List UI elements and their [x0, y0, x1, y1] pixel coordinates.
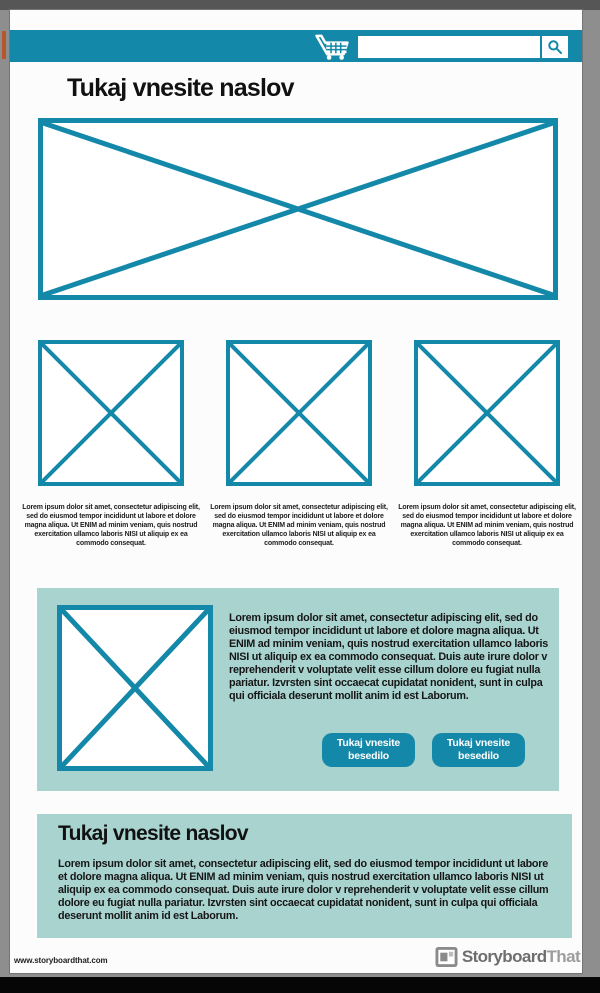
- card-caption-1: Lorem ipsum dolor sit amet, consectetur adipiscing elit, sed do eiusmod tempor incididunt ut labore et dolore magna aliqua. Ut ENIM ad minim veniam, quis nostrud exercitation ullamco laboris NISI ut aliquip ex ea commodo consequat.: [22, 504, 200, 547]
- card-image-placeholder-2[interactable]: [226, 340, 372, 486]
- shopping-cart-icon[interactable]: [313, 33, 351, 60]
- search-input[interactable]: [358, 36, 540, 58]
- bottom-section-title: Tukaj vnesite naslov: [58, 822, 248, 845]
- window-bottom-bar: [0, 977, 600, 993]
- storyboardthat-logo: [435, 946, 580, 968]
- window-top-band: [0, 0, 600, 10]
- bottom-section: [37, 814, 572, 938]
- cta-button-1[interactable]: Tukaj vnesite besedilo: [322, 733, 415, 767]
- hero-image-placeholder[interactable]: [38, 118, 558, 300]
- storyboard-frame-icon: [435, 946, 458, 968]
- logo-text-that: That: [546, 947, 580, 966]
- nav-bar: [10, 30, 582, 62]
- card-caption-3: Lorem ipsum dolor sit amet, consectetur adipiscing elit, sed do eiusmod tempor incididunt ut labore et dolore magna aliqua. Ut ENIM ad minim veniam, quis nostrud exercitation ullamco laboris NISI ut aliquip ex ea commodo consequat.: [398, 504, 576, 547]
- card-image-placeholder-3[interactable]: [414, 340, 560, 486]
- card-caption-2: Lorem ipsum dolor sit amet, consectetur adipiscing elit, sed do eiusmod tempor incididunt ut labore et dolore magna aliqua. Ut ENIM ad minim veniam, quis nostrud exercitation ullamco laboris NISI ut aliquip ex ea commodo consequat.: [210, 504, 388, 547]
- cta-button-2[interactable]: Tukaj vnesite besedilo: [432, 733, 525, 767]
- logo-text-storyboard: Storyboard: [461, 947, 547, 966]
- edge-artifact: [2, 31, 6, 59]
- search-button[interactable]: [540, 36, 568, 58]
- feature-section: [37, 588, 559, 791]
- card-image-placeholder-1[interactable]: [38, 340, 184, 486]
- bottom-section-paragraph: Lorem ipsum dolor sit amet, consectetur adipiscing elit, sed do eiusmod tempor incididunt ut labore et dolore magna aliqua. Ut ENIM ad minim veniam, quis nostrud exercitation ullamco laboris NISI ut aliquip ex ea commodo consequat. Duis aute irure dolor v reprehenderit v voluptate velit esse cillum dolore eu fugiat nulla pariatur. Izvrsten sint occaecat cupidatat nonident, sunt in culpa qui officiala deserunt mollit anim id est Laborum.: [58, 858, 549, 922]
- page-title: Tukaj vnesite naslov: [67, 74, 294, 102]
- feature-image-placeholder[interactable]: [57, 605, 213, 771]
- webpage-canvas: [10, 10, 582, 973]
- website-url: www.storyboardthat.com: [14, 956, 108, 965]
- feature-paragraph: Lorem ipsum dolor sit amet, consectetur adipiscing elit, sed do eiusmod tempor incididunt ut labore et dolore magna aliqua. Ut ENIM ad minim veniam, quis nostrud exercitation ullamco laboris NISI ut aliquip ex ea commodo consequat. Duis aute irure dolor v reprehenderit v voluptate velit esse cillum dolore eu fugiat nulla pariatur. Izvrsten sint occaecat cupidatat nonident, sunt in culpa qui officiala deserunt mollit anim id est Laborum.: [229, 612, 549, 702]
- search-box: [358, 36, 568, 58]
- magnifier-icon: [547, 39, 563, 55]
